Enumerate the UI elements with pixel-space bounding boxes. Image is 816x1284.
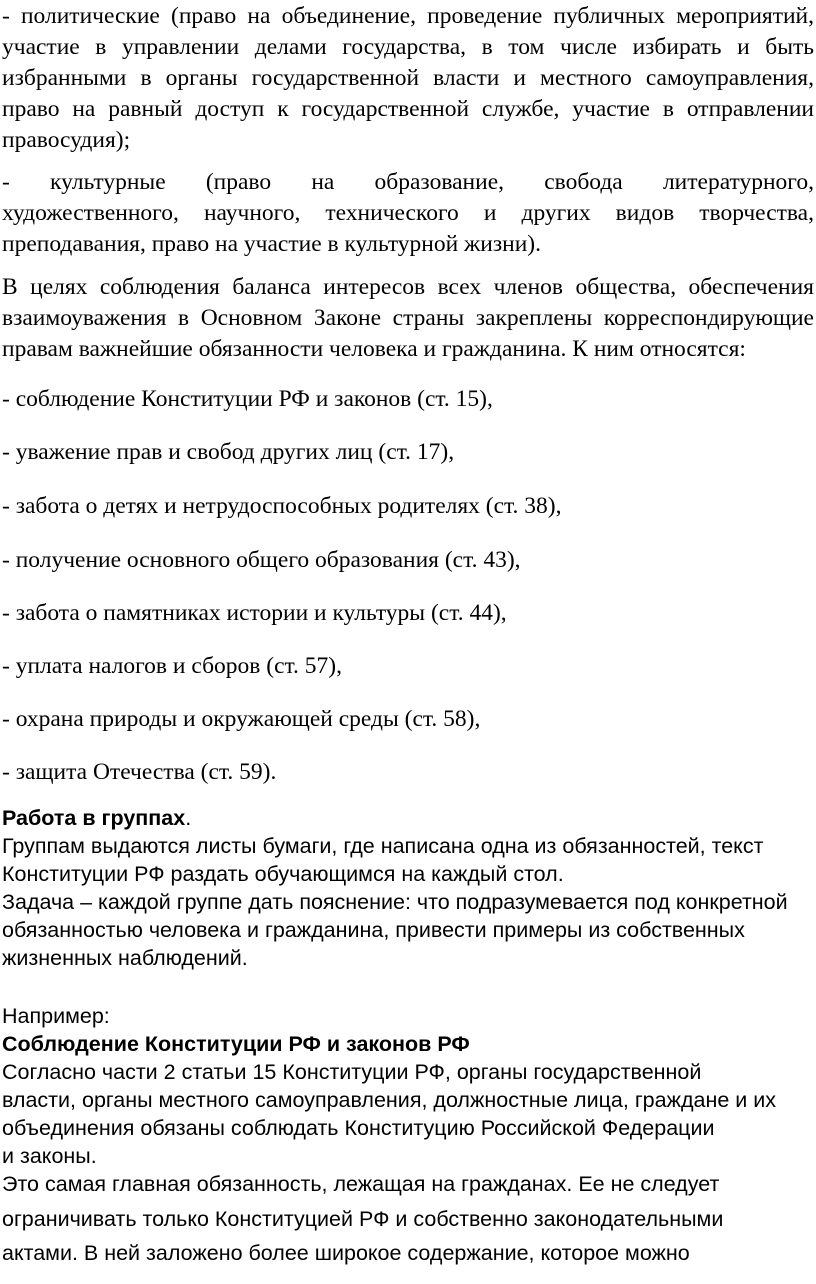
group-work-line-3: Задача – каждой группе дать пояснение: что подразумевается под конкретной xyxy=(2,890,788,914)
duty-item: - охрана природы и окружающей среды (ст. 58), xyxy=(2,706,481,732)
group-work-line-5: жизненных наблюдений. xyxy=(2,946,248,970)
example-line-7: актами. В ней заложено более широкое содержание, которое можно xyxy=(2,1241,690,1265)
group-work-heading-suffix: . xyxy=(185,806,192,830)
duty-item: - уплата налогов и сборов (ст. 57), xyxy=(2,653,342,679)
political-rights-line-2: участие в управлении делами государства, в том числе избирать и быть xyxy=(2,34,814,60)
group-work-line-1: Группам выдаются листы бумаги, где написана одна из обязанностей, текст xyxy=(2,834,764,858)
duty-item: - защита Отечества (ст. 59). xyxy=(2,759,277,785)
example-line-5: Это самая главная обязанность, лежащая на гражданах. Ее не следует xyxy=(2,1172,720,1196)
example-line-1: Согласно части 2 статьи 15 Конституции РФ, органы государственной xyxy=(2,1060,702,1084)
duty-item: - получение основного общего образования (ст. 43), xyxy=(2,547,521,573)
example-line-2: власти, органы местного самоуправления, должностные лица, граждане и их xyxy=(2,1088,777,1112)
cultural-rights-line-1: - культурные (право на образование, свобода литературного, xyxy=(2,169,814,195)
political-rights-line-1: - политические (право на объединение, проведение публичных мероприятий, xyxy=(2,3,814,29)
cultural-rights-line-3: преподавания, право на участие в культурной жизни). xyxy=(2,231,542,257)
example-line-3: объединения обязаны соблюдать Конституцию Российской Федерации xyxy=(2,1116,715,1140)
duty-item: - забота о детях и нетрудоспособных родителях (ст. 38), xyxy=(2,493,562,519)
group-work-heading: Работа в группах xyxy=(2,806,186,830)
group-work-line-2: Конституции РФ раздать обучающимся на каждый стол. xyxy=(2,862,564,886)
duties-intro-line-3: правам важнейшие обязанности человека и гражданина. К ним относятся: xyxy=(2,336,746,362)
political-rights-line-3: избранными в органы государственной власти и местного самоуправления, xyxy=(2,65,814,91)
duty-item: - забота о памятниках истории и культуры (ст. 44), xyxy=(2,600,507,626)
example-line-6: ограничивать только Конституцией РФ и собственно законодательными xyxy=(2,1207,724,1231)
cultural-rights-line-2: художественного, научного, технического и других видов творчества, xyxy=(2,200,814,226)
duties-intro-line-1: В целях соблюдения баланса интересов всех членов общества, обеспечения xyxy=(2,274,814,300)
example-heading: Соблюдение Конституции РФ и законов РФ xyxy=(2,1032,470,1056)
duty-item: - уважение прав и свобод других лиц (ст. 17), xyxy=(2,439,455,465)
duties-intro-line-2: взаимоуважения в Основном Законе страны закреплены корреспондирующие xyxy=(2,305,814,331)
example-intro: Например: xyxy=(2,1004,110,1028)
group-work-line-4: обязанностью человека и гражданина, привести примеры из собственных xyxy=(2,918,745,942)
duty-item: - соблюдение Конституции РФ и законов (ст. 15), xyxy=(2,386,493,412)
example-line-4: и законы. xyxy=(2,1144,97,1168)
political-rights-line-5: правосудия); xyxy=(2,127,131,153)
group-work-heading-line xyxy=(2,806,814,832)
political-rights-line-4: право на равный доступ к государственной службе, участие в отправлении xyxy=(2,96,814,122)
